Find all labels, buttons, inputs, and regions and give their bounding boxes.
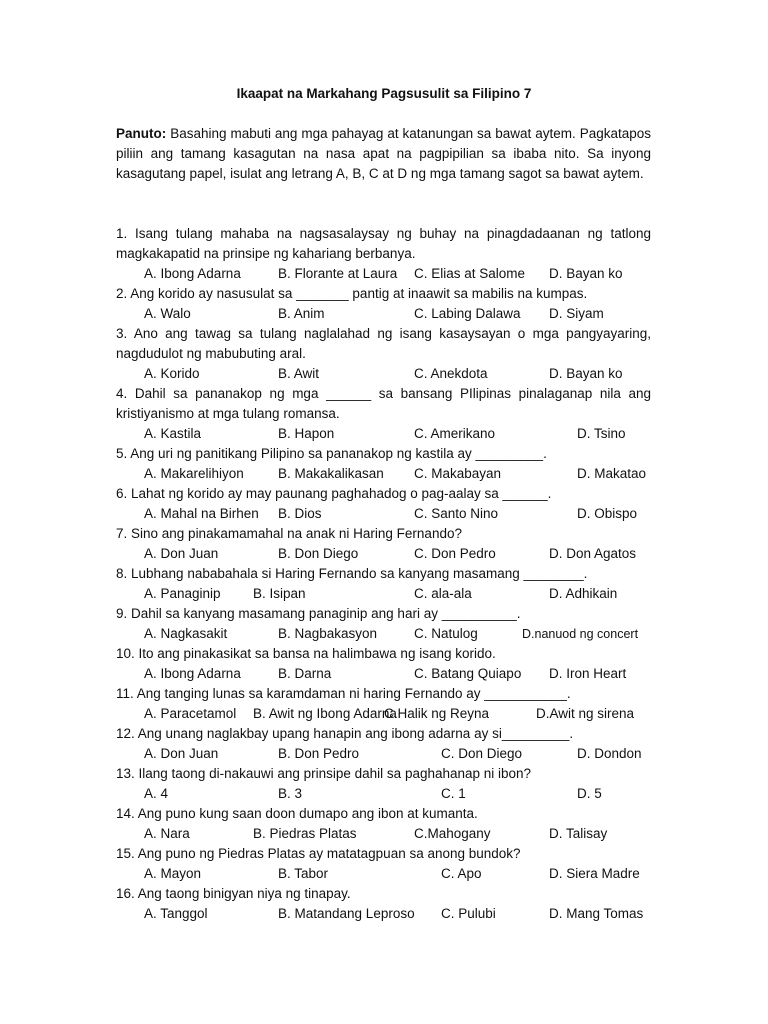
choice-a: A. Mahal na Birhen xyxy=(144,506,259,521)
choice-c: C. Makabayan xyxy=(414,466,502,481)
instructions-label: Panuto: xyxy=(116,126,167,141)
question-8 xyxy=(116,564,651,604)
choice-b: B. Nagbakasyon xyxy=(278,626,378,641)
choice-d: D. 5 xyxy=(577,786,602,801)
question-12 xyxy=(116,724,651,764)
question-text: 9. Dahil sa kanyang masamang panaginip ang hari ay __________. xyxy=(116,606,521,621)
choice-c: C. Elias at Salome xyxy=(414,266,526,281)
choice-c: C. Batang Quiapo xyxy=(414,666,522,681)
choice-c: C.Halik ng Reyna xyxy=(384,706,490,721)
question-16 xyxy=(116,884,651,924)
choice-b: B. Awit xyxy=(278,366,320,381)
question-text: 11. Ang tanging lunas sa karamdaman ni haring Fernando ay ___________. xyxy=(116,686,571,701)
question-text: 10. Ito ang pinakasikat sa bansa na halimbawa ng isang korido. xyxy=(116,646,496,661)
choice-c: C.Mahogany xyxy=(414,826,491,841)
question-3 xyxy=(116,324,651,384)
choice-a: A. Mayon xyxy=(144,866,202,881)
choice-c: C. ala-ala xyxy=(414,586,472,601)
choice-row xyxy=(116,784,651,804)
question-text: 5. Ang uri ng panitikang Pilipino sa pananakop ng kastila ay _________. xyxy=(116,446,547,461)
choice-b: B. Isipan xyxy=(253,586,306,601)
question-2 xyxy=(116,284,651,324)
question-text: 14. Ang puno kung saan doon dumapo ang ibon at kumanta. xyxy=(116,806,478,821)
choice-a: A. Makarelihiyon xyxy=(144,466,244,481)
choice-d: D. Don Agatos xyxy=(549,546,637,561)
choice-d: D. Iron Heart xyxy=(549,666,627,681)
choice-row xyxy=(116,504,651,524)
question-13 xyxy=(116,764,651,804)
choice-d: D. Tsino xyxy=(577,426,626,441)
choice-d: D. Adhikain xyxy=(549,586,618,601)
choice-b: B. 3 xyxy=(278,786,303,801)
choice-a: A. Ibong Adarna xyxy=(144,666,241,681)
instructions-text: Basahing mabuti ang mga pahayag at katanungan sa bawat aytem. Pagkatapos piliin ang tamang kasagutan na nasa apat na pagpipilian sa ibaba nito. Sa inyong kasagutang papel, isulat ang letrang A, B, C at D ng mga tamang sagot sa bawat aytem. xyxy=(116,126,651,181)
question-text: 13. Ilang taong di-nakauwi ang prinsipe dahil sa paghahanap ni ibon? xyxy=(116,766,532,781)
question-14 xyxy=(116,804,651,844)
choice-row xyxy=(116,824,651,844)
choice-a: A. 4 xyxy=(144,786,169,801)
choice-c: C. Santo Nino xyxy=(414,506,499,521)
choice-a: A. Don Juan xyxy=(144,746,219,761)
question-list xyxy=(116,224,651,924)
question-text: 4. Dahil sa pananakop ng mga ______ sa bansang PIlipinas pinalaganap nila ang kristiyanismo at mga tulang romansa. xyxy=(116,386,651,421)
question-15 xyxy=(116,844,651,884)
choice-row xyxy=(116,744,651,764)
question-5 xyxy=(116,444,651,484)
choice-d: D. Dondon xyxy=(577,746,642,761)
instructions xyxy=(116,124,651,184)
choice-a: A. Tanggol xyxy=(144,906,208,921)
question-text: 15. Ang puno ng Piedras Platas ay matatagpuan sa anong bundok? xyxy=(116,846,521,861)
question-7 xyxy=(116,524,651,564)
choice-b: B. Don Diego xyxy=(278,546,359,561)
choice-b: B. Makakalikasan xyxy=(278,466,384,481)
choice-c: C. Natulog xyxy=(414,626,478,641)
choice-d: D. Talisay xyxy=(549,826,608,841)
choice-b: B. Don Pedro xyxy=(278,746,360,761)
choice-row xyxy=(116,424,651,444)
choice-row xyxy=(116,624,651,644)
choice-a: A. Ibong Adarna xyxy=(144,266,241,281)
choice-c: C. Don Pedro xyxy=(414,546,496,561)
choice-a: A. Don Juan xyxy=(144,546,219,561)
choice-row xyxy=(116,584,651,604)
choice-a: A. Kastila xyxy=(144,426,202,441)
choice-c: C. Don Diego xyxy=(441,746,523,761)
choice-a: A. Nagkasakit xyxy=(144,626,228,641)
choice-b: B. Hapon xyxy=(278,426,335,441)
choice-d: D. Siyam xyxy=(549,306,604,321)
question-text: 1. Isang tulang mahaba na nagsasalaysay ng buhay na pinagdadaanan ng tatlong magkakapatid na prinsipe ng kahariang berbanya. xyxy=(116,226,651,261)
choice-a: A. Paracetamol xyxy=(144,706,237,721)
choice-a: A. Korido xyxy=(144,366,200,381)
question-text: 7. Sino ang pinakamamahal na anak ni Haring Fernando? xyxy=(116,526,462,541)
choice-row xyxy=(116,544,651,564)
choice-c: C. 1 xyxy=(441,786,466,801)
choice-d: D.nanuod ng concert xyxy=(522,627,639,641)
choice-row xyxy=(116,364,651,384)
question-text: 12. Ang unang naglakbay upang hanapin ang ibong adarna ay si_________. xyxy=(116,726,574,741)
question-11 xyxy=(116,684,651,724)
question-text: 16. Ang taong binigyan niya ng tinapay. xyxy=(116,886,351,901)
choice-b: B. Matandang Leproso xyxy=(278,906,415,921)
choice-row xyxy=(116,864,651,884)
choice-b: B. Awit ng Ibong Adarna xyxy=(253,706,397,721)
page-title: Ikaapat na Markahang Pagsusulit sa Filipino 7 xyxy=(236,86,532,101)
choice-b: B. Anim xyxy=(278,306,325,321)
choice-c: C. Labing Dalawa xyxy=(414,306,521,321)
question-text: 6. Lahat ng korido ay may paunang paghahadog o pag-aalay sa ______. xyxy=(116,486,552,501)
choice-c: C. Pulubi xyxy=(441,906,496,921)
choice-a: A. Nara xyxy=(144,826,190,841)
choice-d: D. Bayan ko xyxy=(549,366,623,381)
choice-b: B. Darna xyxy=(278,666,332,681)
choice-d: D. Siera Madre xyxy=(549,866,640,881)
choice-row xyxy=(116,264,651,284)
choice-row xyxy=(116,904,651,924)
choice-row xyxy=(116,704,651,724)
choice-row xyxy=(116,304,651,324)
choice-c: C. Anekdota xyxy=(414,366,488,381)
choice-d: D. Makatao xyxy=(577,466,647,481)
choice-a: A. Panaginip xyxy=(144,586,221,601)
choice-b: B. Piedras Platas xyxy=(253,826,357,841)
choice-b: B. Tabor xyxy=(278,866,329,881)
question-9 xyxy=(116,604,651,644)
choice-d: D.Awit ng sirena xyxy=(536,706,635,721)
choice-d: D. Mang Tomas xyxy=(549,906,644,921)
choice-row xyxy=(116,664,651,684)
question-text: 8. Lubhang nababahala si Haring Fernando sa kanyang masamang ________. xyxy=(116,566,588,581)
choice-b: B. Dios xyxy=(278,506,322,521)
question-4 xyxy=(116,384,651,444)
choice-row xyxy=(116,464,651,484)
choice-c: C. Apo xyxy=(441,866,482,881)
question-text: 3. Ano ang tawag sa tulang naglalahad ng isang kasaysayan o mga pangyayaring, nagdudulot ng mabubuting aral. xyxy=(116,326,651,361)
question-6 xyxy=(116,484,651,524)
choice-d: D. Bayan ko xyxy=(549,266,623,281)
choice-d: D. Obispo xyxy=(577,506,638,521)
question-text: 2. Ang korido ay nasusulat sa _______ pantig at inaawit sa mabilis na kumpas. xyxy=(116,286,588,301)
choice-c: C. Amerikano xyxy=(414,426,496,441)
question-10 xyxy=(116,644,651,684)
choice-a: A. Walo xyxy=(144,306,191,321)
question-1 xyxy=(116,224,651,284)
choice-b: B. Florante at Laura xyxy=(278,266,398,281)
